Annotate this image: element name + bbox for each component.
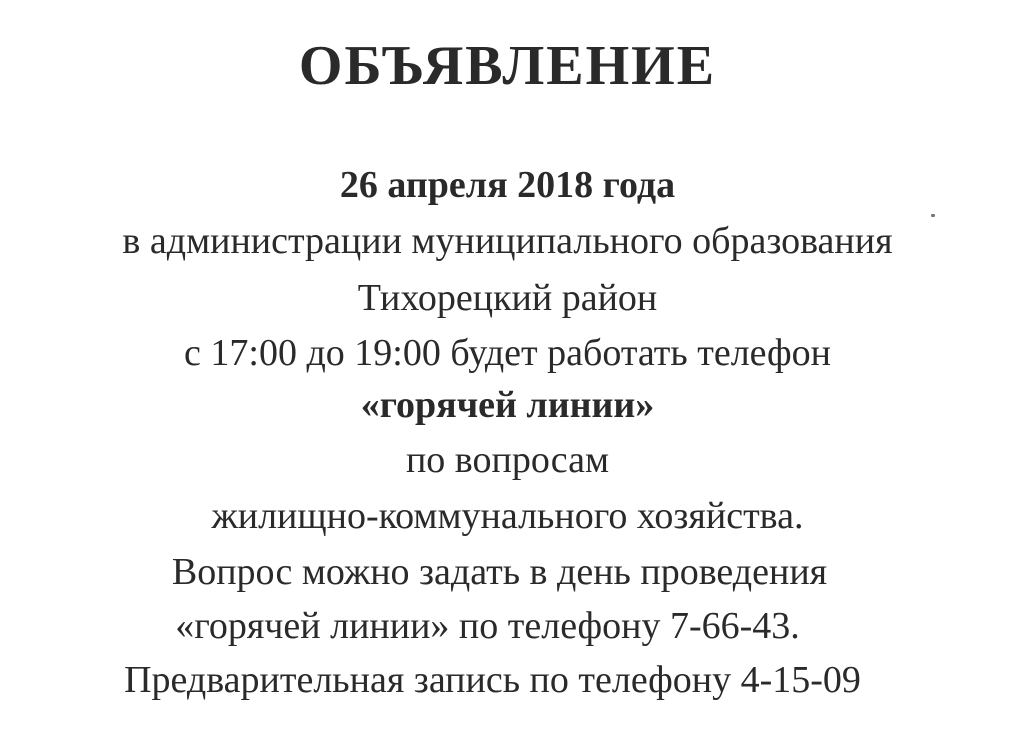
text-line-hotline: «горячей линии» (360, 384, 655, 426)
scan-speck (931, 214, 935, 217)
text-line-administration: в администрации муниципального образования (122, 220, 893, 262)
text-line-registration-phone: Предварительная запись по телефону 4-15-09 (124, 659, 861, 701)
text-line-topics: по вопросам (405, 439, 610, 481)
text-line-question: Вопрос можно задать в день проведения (171, 551, 828, 593)
text-line-housing: жилищно-коммунального хозяйства. (211, 495, 804, 537)
text-line-district: Тихорецкий район (357, 277, 658, 319)
announcement-title: ОБЪЯВЛЕНИЕ (298, 35, 717, 97)
text-line-hotline-phone: «горячей линии» по телефону 7-66-43. (175, 605, 800, 647)
announcement-date: 26 апреля 2018 года (339, 164, 676, 206)
text-line-hours: с 17:00 до 19:00 будет работать телефон (184, 332, 831, 374)
